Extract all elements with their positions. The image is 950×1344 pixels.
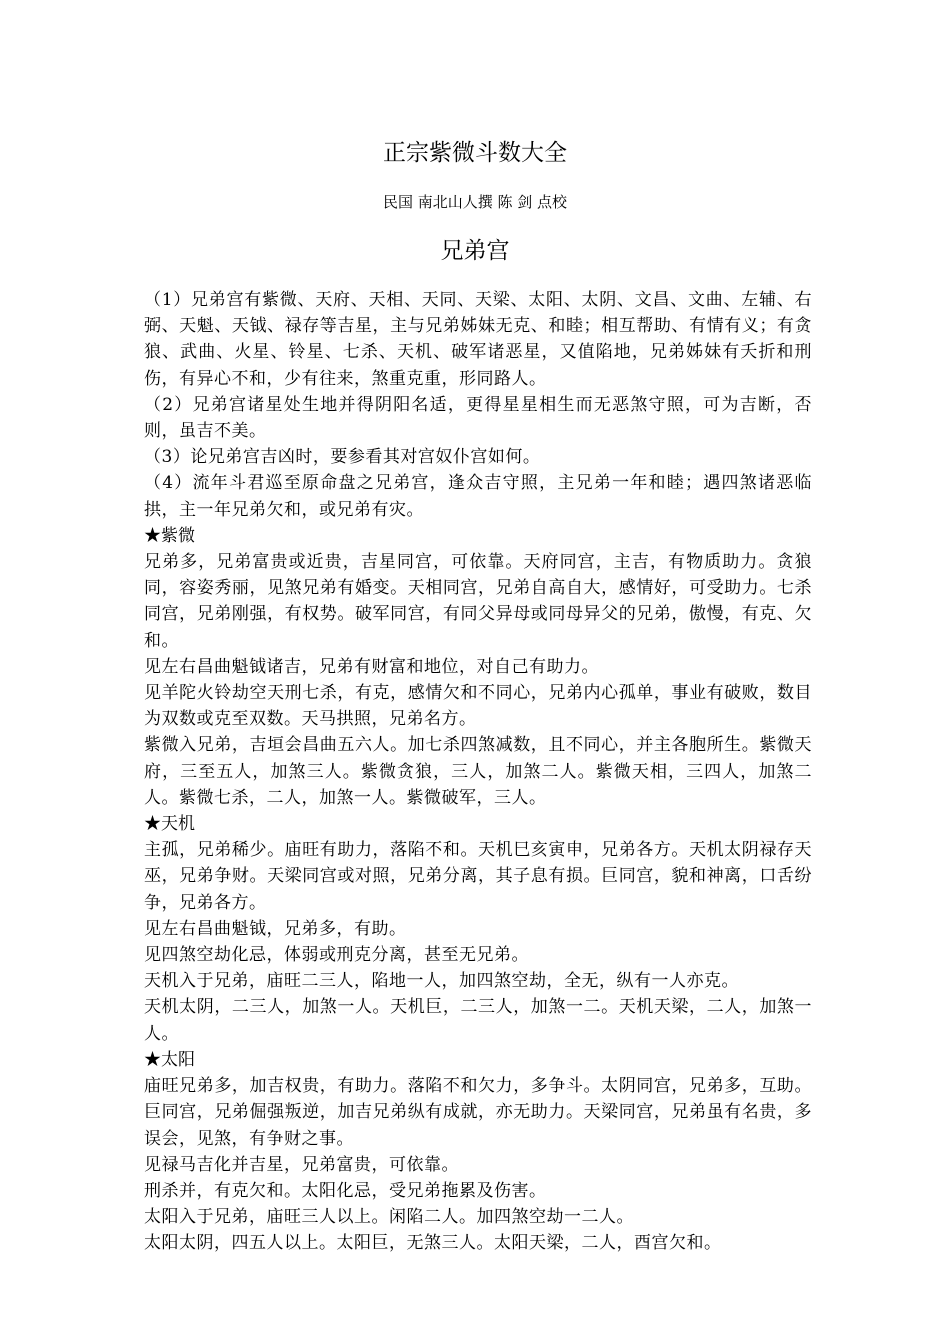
tianji-paragraph: 见四煞空劫化忌，体弱或刑克分离，甚至无兄弟。 <box>144 945 529 966</box>
ziwei-paragraph: 见羊陀火铃劫空天刑七杀，有克，感情欠和不同心，兄弟内心孤单，事业有破败，数目为双数或克至双数。天马拱照，兄弟名方。 <box>144 683 812 730</box>
intro-paragraph: （1）兄弟宫有紫微、天府、天相、天同、天梁、太阳、太阴、文昌、文曲、左辅、右弼、天魁、天钺、禄存等吉星，主与兄弟姊妹无克、和睦；相互帮助、有情有义；有贪狼、武曲、火星、铃星、七杀、天机、破军诸恶星，又值陷地，兄弟姊妹有夭折和刑伤，有异心不和，少有往来，煞重克重，形同路人。 <box>144 290 812 389</box>
author-line: 民国 南北山人撰 陈 剑 点校 <box>382 193 568 211</box>
tianji-paragraph: 天机太阴，二三人，加煞一人。天机巨，二三人，加煞一二。天机天梁，二人，加煞一人。 <box>144 997 812 1044</box>
ziwei-paragraph: 紫微入兄弟，吉垣会昌曲五六人。加七杀四煞减数，且不同心，并主各胞所生。紫微天府，三至五人，加煞三人。紫微贪狼，三人，加煞二人。紫微天相，三四人，加煞二人。紫微七杀，二人，加煞一人。紫微破军，三人。 <box>144 735 812 808</box>
intro-paragraph: （4）流年斗君巡至原命盘之兄弟宫，逢众吉守照，主兄弟一年和睦；遇四煞诸恶临拱，主一年兄弟欠和，或兄弟有灾。 <box>144 473 812 520</box>
section-title: 兄弟宫 <box>440 238 510 264</box>
taiyang-paragraph: 太阳太阴，四五人以上。太阳巨，无煞三人。太阳天梁，二人，酉宫欠和。 <box>144 1233 722 1254</box>
document-body <box>144 287 812 1257</box>
tianji-paragraph: 主孤，兄弟稀少。庙旺有助力，落陷不和。天机巳亥寅申，兄弟各方。天机太阴禄存天巫，兄弟争财。天梁同宫或对照，兄弟分离，其子息有损。巨同宫，貌和神离，口舌纷争，兄弟各方。 <box>144 840 812 913</box>
star-heading-taiyang: ★太阳 <box>144 1049 195 1070</box>
taiyang-paragraph: 庙旺兄弟多，加吉权贵，有助力。落陷不和欠力，多争斗。太阴同宫，兄弟多，互助。巨同宫，兄弟倔强叛逆，加吉兄弟纵有成就，亦无助力。天梁同宫，兄弟虽有名贵，多误会，见煞，有争财之事。 <box>144 1076 812 1149</box>
ziwei-paragraph: 见左右昌曲魁钺诸吉，兄弟有财富和地位，对自己有助力。 <box>144 656 599 677</box>
document-title: 正宗紫微斗数大全 <box>383 140 567 166</box>
ziwei-paragraph: 兄弟多，兄弟富贵或近贵，吉星同宫，可依靠。天府同宫，主吉，有物质助力。贪狼同，容姿秀丽，见煞兄弟有婚变。天相同宫，兄弟自高自大，感情好，可受助力。七杀同宫，兄弟刚强，有权势。破军同宫，有同父异母或同母异父的兄弟，傲慢，有克、欠和。 <box>144 552 812 651</box>
star-heading-tianji: ★天机 <box>144 814 195 835</box>
intro-paragraph: （3）论兄弟宫吉凶时，要参看其对宫奴仆宫如何。 <box>144 447 541 468</box>
taiyang-paragraph: 刑杀并，有克欠和。太阳化忌，受兄弟拖累及伤害。 <box>144 1180 547 1201</box>
intro-paragraph: （2）兄弟宫诸星处生地并得阴阳名适，更得星星相生而无恶煞守照，可为吉断，否则，虽吉不美。 <box>144 394 812 442</box>
taiyang-paragraph: 见禄马吉化并吉星，兄弟富贵，可依靠。 <box>144 1154 459 1175</box>
tianji-paragraph: 天机入于兄弟，庙旺二三人，陷地一人，加四煞空劫，全无，纵有一人亦克。 <box>144 971 739 992</box>
tianji-paragraph: 见左右昌曲魁钺，兄弟多，有助。 <box>144 918 407 939</box>
star-heading-ziwei: ★紫微 <box>144 525 195 546</box>
taiyang-paragraph: 太阳入于兄弟，庙旺三人以上。闲陷二人。加四煞空劫一二人。 <box>144 1207 634 1228</box>
